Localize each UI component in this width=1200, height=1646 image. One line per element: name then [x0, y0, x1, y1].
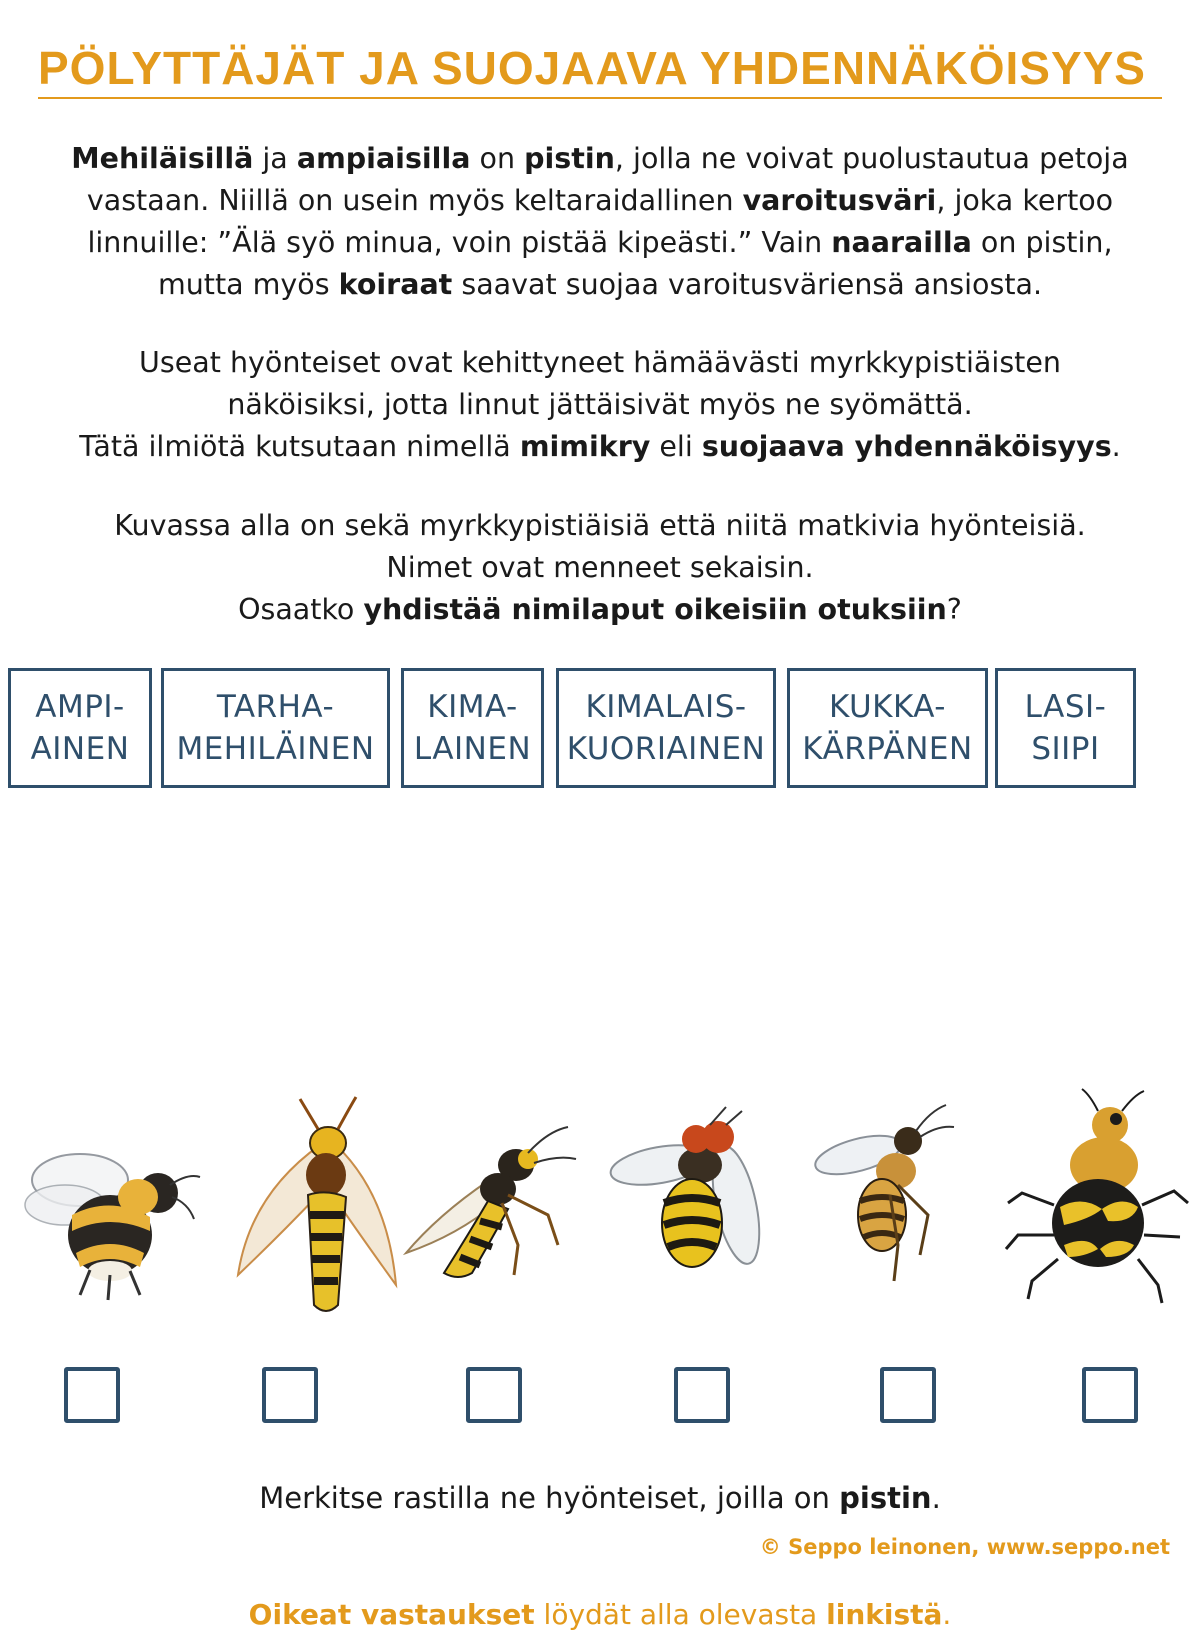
bumblebee-icon: [10, 1085, 210, 1325]
text-run: mutta myös: [157, 268, 339, 301]
text-run: saavat suojaa varoitusväriensä ansiosta.: [452, 268, 1043, 301]
text-run: Kuvassa alla on sekä myrkkypistiäisiä että niitä matkivia hyönteisiä.: [114, 509, 1086, 542]
task-paragraph: [40, 505, 1160, 631]
label-line-2: LAINEN: [413, 731, 532, 767]
bold-text: naarailla: [831, 226, 972, 259]
page-title: PÖLYTTÄJÄT JA SUOJAAVA YHDENNÄKÖISYYS: [38, 42, 1146, 94]
text-run: on pistin,: [971, 226, 1113, 259]
bold-text: Oikeat vastaukset: [248, 1598, 535, 1631]
label-line-2: KUORIAINEN: [566, 731, 766, 767]
label-line-2: MEHILÄINEN: [176, 731, 375, 767]
text-run: on: [470, 142, 525, 175]
text-run: ja: [253, 142, 297, 175]
name-label-kukkakarpanen[interactable]: [787, 668, 988, 788]
label-line-1: LASI-: [1024, 689, 1107, 725]
name-label-kimalaiskuoriainen[interactable]: [556, 668, 776, 788]
hoverfly-icon: [600, 1085, 800, 1325]
checkbox-insect-2[interactable]: [262, 1367, 318, 1423]
text-run: löydät alla olevasta: [534, 1598, 827, 1631]
bold-text: suojaava yhdennäköisyys: [701, 430, 1112, 463]
bold-text: varoitusväri: [742, 184, 937, 217]
task-line-3: [40, 589, 1160, 631]
text-run: Merkitse rastilla ne hyönteiset, joilla on: [259, 1481, 840, 1515]
hornet-clearwing-icon: [210, 1085, 410, 1325]
honeybee-icon: [798, 1085, 998, 1325]
name-label-ampiainen[interactable]: [8, 668, 152, 788]
bold-text: pistin: [839, 1481, 932, 1515]
bold-text: Mehiläisillä: [71, 142, 254, 175]
bold-text: yhdistää nimilaput oikeisiin otuksiin: [363, 593, 947, 626]
text-run: .: [1111, 430, 1121, 463]
text-run: .: [942, 1598, 952, 1631]
label-line-1: KUKKA-: [828, 689, 946, 725]
task-line-1: [40, 505, 1160, 547]
mimicry-line-2: [40, 384, 1160, 426]
mimicry-line-1: [40, 342, 1160, 384]
checkbox-insect-1[interactable]: [64, 1367, 120, 1423]
mimicry-paragraph: [40, 342, 1160, 468]
text-run: , joka kertoo: [936, 184, 1114, 217]
text-run: vastaan. Niillä on usein myös keltaraidallinen: [86, 184, 743, 217]
intro-line-3: [40, 222, 1160, 264]
text-run: näköisiksi, jotta linnut jättäisivät myös ne syömättä.: [227, 388, 973, 421]
name-label-lasisiipi[interactable]: [995, 668, 1136, 788]
bold-text: ampiaisilla: [296, 142, 471, 175]
bold-text: koiraat: [338, 268, 453, 301]
label-line-1: KIMA-: [427, 689, 518, 725]
label-line-1: TARHA-: [216, 689, 335, 725]
intro-line-2: [40, 180, 1160, 222]
text-run: Nimet ovat menneet sekaisin.: [386, 551, 814, 584]
label-line-1: AMPI-: [35, 689, 125, 725]
name-labels: [8, 668, 1192, 798]
wasp-icon: [398, 1085, 598, 1325]
text-run: ?: [946, 593, 962, 626]
checkbox-insect-5[interactable]: [880, 1367, 936, 1423]
text-run: , jolla ne voivat puolustautua petoja: [614, 142, 1129, 175]
text-run: .: [931, 1481, 941, 1515]
task-line-2: [40, 547, 1160, 589]
checkbox-insect-6[interactable]: [1082, 1367, 1138, 1423]
bold-text: mimikry: [519, 430, 651, 463]
checkbox-insect-3[interactable]: [466, 1367, 522, 1423]
instruction-text: [40, 1478, 1160, 1518]
title-underline: [38, 97, 1162, 99]
intro-line-1: [40, 138, 1160, 180]
text-run: Tätä ilmiötä kutsutaan nimellä: [79, 430, 520, 463]
label-line-2: SIIPI: [1031, 731, 1100, 767]
copyright-text: © Seppo leinonen, www.seppo.net: [759, 1535, 1170, 1559]
intro-paragraph: [40, 138, 1160, 306]
intro-line-4: [40, 264, 1160, 306]
text-run: eli: [650, 430, 702, 463]
label-line-1: KIMALAIS-: [585, 689, 747, 725]
label-line-2: KÄRPÄNEN: [802, 731, 973, 767]
mimicry-line-3: [40, 426, 1160, 468]
checkbox-insect-4[interactable]: [674, 1367, 730, 1423]
text-run: Osaatko: [238, 593, 364, 626]
bold-text: linkistä: [826, 1598, 943, 1631]
name-label-kimalainen[interactable]: [401, 668, 544, 788]
insect-illustrations: [0, 1085, 1200, 1325]
name-label-tarhamehilainen[interactable]: [161, 668, 390, 788]
label-line-2: AINEN: [30, 731, 130, 767]
bee-beetle-icon: [998, 1085, 1198, 1325]
bold-text: pistin: [524, 142, 615, 175]
answers-link-text[interactable]: [40, 1595, 1160, 1635]
text-run: linnuille: ”Älä syö minua, voin pistää kipeästi.” Vain: [87, 226, 832, 259]
text-run: Useat hyönteiset ovat kehittyneet hämäävästi myrkkypistiäisten: [139, 346, 1061, 379]
